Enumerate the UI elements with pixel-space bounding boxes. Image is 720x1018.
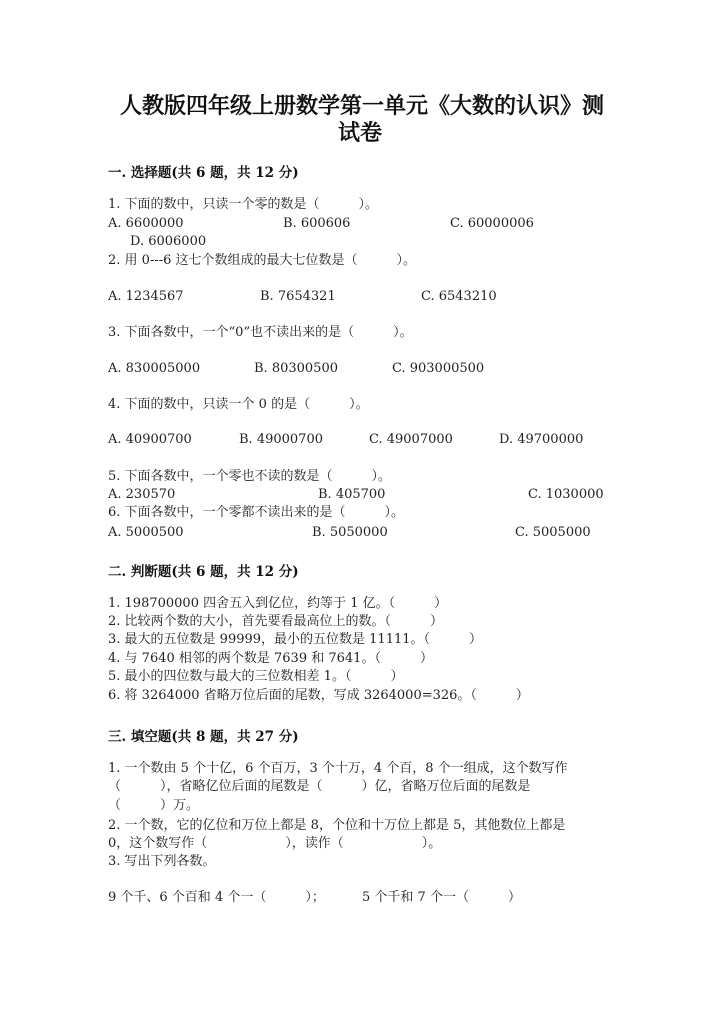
option: B. 600606 [283,216,351,231]
option: C. 60000006 [450,216,534,231]
option: A. 1234567 [108,289,184,304]
title-line-2: 试卷 [338,120,383,146]
question-text: 2. 用 0---6 这七个数组成的最大七位数是（ ）。 [108,253,417,268]
fill-line: 0，这个数写作（ ），读作（ ）。 [108,836,442,851]
fill-line: 1. 一个数由 5 个十亿，6 个百万，3 个十万，4 个百，8 个一组成，这个数写作 [108,761,568,776]
section-heading-choice: 一. 选择题(共 6 题，共 12 分) [108,165,299,181]
option: C. 6543210 [421,289,497,304]
fill-item-a: 9 个千、6 个百和 4 个一（ ）； [108,890,325,905]
option: B. 5050000 [312,525,388,540]
question-text: 4. 下面的数中，只读一个 0 的是（ ）。 [108,397,369,412]
question-text: 3. 下面各数中，一个“0”也不读出来的是（ ）。 [108,325,413,340]
question-text: 5. 下面各数中，一个零也不读的数是（ ）。 [108,469,392,484]
option: B. 405700 [318,487,386,502]
option: A. 5000500 [108,525,184,540]
option: C. 1030000 [528,487,604,502]
judgement-item: 3. 最大的五位数是 99999，最小的五位数是 11111。（ ） [108,632,483,647]
question-text: 1. 下面的数中，只读一个零的数是（ ）。 [108,197,379,212]
judgement-item: 2. 比较两个数的大小，首先要看最高位上的数。（ ） [108,614,444,629]
judgement-item: 4. 与 7640 相邻的两个数是 7639 和 7641。（ ） [108,651,433,666]
judgement-item: 6. 将 3264000 省略万位后面的尾数，写成 3264000=326。（ ） [108,688,529,703]
option: A. 830005000 [108,361,201,376]
section-heading-judgement: 二. 判断题(共 6 题，共 12 分) [108,564,299,580]
fill-line: （ ）万。 [108,798,200,813]
section-heading-fill: 三. 填空题(共 8 题，共 27 分) [108,729,299,745]
option: C. 903000500 [392,361,485,376]
option: C. 5005000 [515,525,591,540]
fill-line: （ ），省略亿位后面的尾数是（ ）亿，省略万位后面的尾数是 [108,779,531,794]
option: C. 49007000 [369,432,453,447]
option: D. 49700000 [499,432,584,447]
fill-line: 3. 写出下列各数。 [108,854,216,869]
option: A. 6600000 [108,216,184,231]
option: A. 230570 [108,487,176,502]
fill-item-b: 5 个千和 7 个一（ ） [362,890,521,905]
title-line-1: 人教版四年级上册数学第一单元《大数的认识》测 [120,93,605,119]
question-text: 6. 下面各数中，一个零都不读出来的是（ ）。 [108,505,405,520]
option: B. 7654321 [260,289,336,304]
option: A. 40900700 [108,432,192,447]
fill-line: 2. 一个数，它的亿位和万位上都是 8，个位和十万位上都是 5，其他数位上都是 [108,818,566,833]
option: D. 6006000 [130,234,207,249]
judgement-item: 5. 最小的四位数与最大的三位数相差 1。（ ） [108,669,404,684]
option: B. 80300500 [254,361,338,376]
judgement-item: 1. 198700000 四舍五入到亿位，约等于 1 亿。（ ） [108,596,448,611]
option: B. 49000700 [239,432,323,447]
